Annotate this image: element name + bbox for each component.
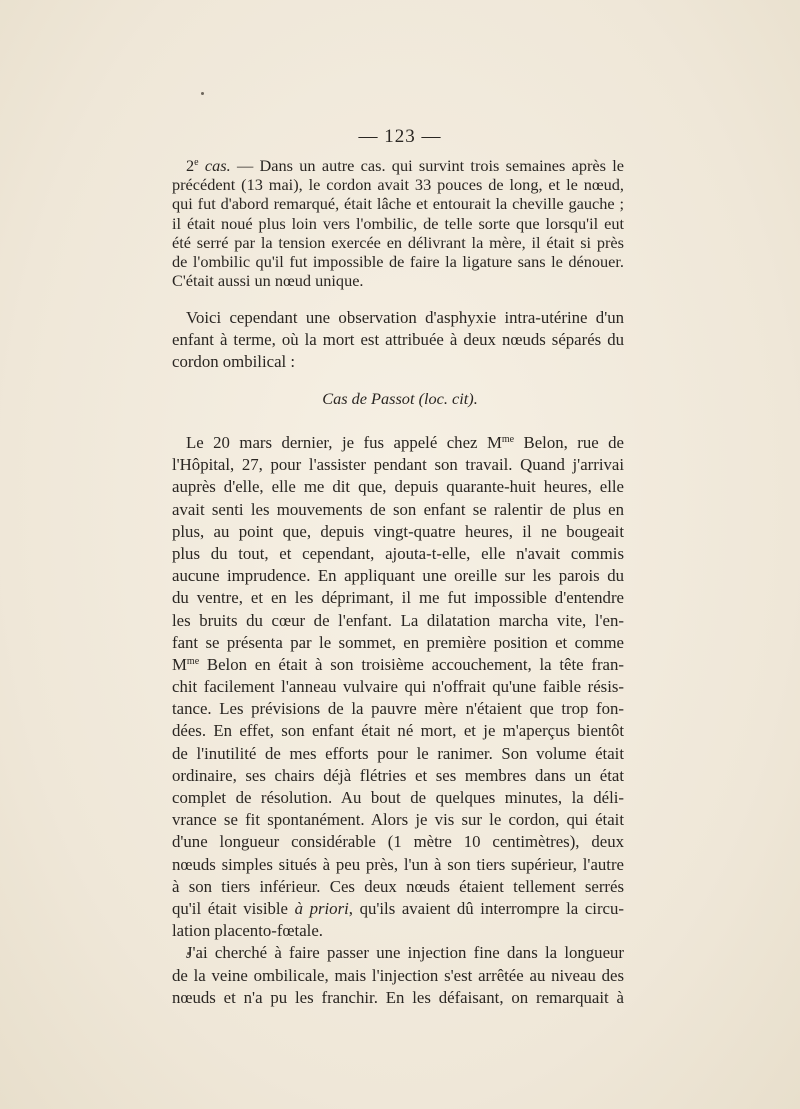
text-line: cordon ombilical :: [172, 352, 296, 372]
case-heading-title: Cas de Passot: [322, 389, 415, 408]
text-line: précédent (13 mai), le cordon avait 33 pouces de long, et le nœud,: [172, 175, 624, 195]
text-line: chit facilement l'anneau vulvaire qui n'offrait qu'une faible résis-: [172, 677, 624, 697]
case-heading: [0, 389, 800, 409]
text-line: fant se présenta par le sommet, en première position et comme: [172, 632, 624, 652]
text-line: les bruits du cœur de l'enfant. La dilatation marcha vite, l'en-: [172, 610, 624, 630]
text-line: 2e cas. — Dans un autre cas. qui survint trois semaines après le: [186, 156, 624, 175]
text-line: du ventre, et en les déprimant, il me fut impossible d'entendre: [172, 588, 624, 608]
text-line: aucune imprudence. En appliquant une oreille sur les parois du: [172, 566, 624, 586]
text-line: nœuds simples situés à peu près, l'un à son tiers supérieur, l'autre: [172, 854, 624, 874]
text-line: ordinaire, ses chairs déjà flétries et ses membres dans un état: [172, 765, 624, 785]
text-line: C'était aussi un nœud unique.: [172, 271, 364, 291]
text-line: nœuds et n'a pu les franchir. En les défaisant, on remarquait à: [172, 987, 624, 1007]
text-line: d'une longueur considérable (1 mètre 10 centimètres), deux: [172, 832, 624, 852]
text-line: avait senti les mouvements de son enfant se ralentir de plus en: [172, 499, 624, 519]
observation-paragraph: [172, 432, 624, 1009]
text-line: plus du tout, et cependant, ajouta-t-elle, elle n'avait commis: [172, 543, 624, 563]
text-line: complet de résolution. Au bout de quelques minutes, la déli-: [172, 788, 624, 807]
case-2-paragraph: [172, 156, 624, 290]
text-line: de la veine ombilicale, mais l'injection s'est arrêtée au niveau des: [172, 965, 624, 985]
intro-paragraph: [172, 307, 624, 374]
text-line: Le 20 mars dernier, je fus appelé chez $M^{me}$ Belon, rue de: [186, 433, 624, 452]
text-line: qui fut d'abord remarqué, était lâche et entourait la cheville gauche ;: [172, 194, 624, 214]
text-line: enfant à terme, où la mort est attribuée à deux nœuds séparés du: [172, 330, 624, 350]
text-line: tance. Les prévisions de la pauvre mère n'étaient que trop fon-: [172, 699, 624, 719]
text-line: Voici cependant une observation d'asphyxie intra-utérine d'un: [186, 308, 624, 327]
text-line: plus, au point que, depuis vingt-quatre heures, il ne bougeait: [172, 521, 624, 541]
text-line: J'ai cherché à faire passer une injection fine dans la longueur: [186, 943, 624, 963]
text-line: $M^{me}$ Belon en était à son troisième accouchement, la tête fran-: [172, 654, 624, 674]
text-line: dées. En effet, son enfant était né mort, et je m'aperçus bientôt: [172, 721, 624, 741]
text-line: l'Hôpital, 27, pour l'assister pendant son travail. Quand j'arrivai: [172, 455, 624, 475]
text-line: été serré par la tension exercée en délivrant la mère, il était si près: [172, 232, 624, 252]
text-line: il était noué plus loin vers l'ombilic, de telle sorte que lorsqu'il eut: [172, 213, 624, 233]
text-line: à son tiers inférieur. Ces deux nœuds étaient tellement serrés: [172, 876, 624, 896]
text-line: vrance se fit spontanément. Alors je vis sur le cordon, qui était: [172, 810, 624, 830]
case-heading-citation: (loc. cit).: [418, 389, 478, 408]
ink-speck: [201, 92, 204, 95]
text-line: lation placento-fœtale.: [172, 921, 323, 941]
page-number: — 123 —: [358, 126, 442, 147]
text-line: qu'il était visible à priori, qu'ils avaient dû interrompre la circu-: [172, 898, 624, 918]
text-line: auprès d'elle, elle me dit que, depuis quarante-huit heures, elle: [172, 477, 624, 497]
text-line: de l'inutilité de mes efforts pour le ranimer. Son volume était: [172, 743, 624, 763]
text-line: de l'ombilic qu'il fut impossible de faire la ligature sans le dénouer.: [172, 251, 624, 271]
